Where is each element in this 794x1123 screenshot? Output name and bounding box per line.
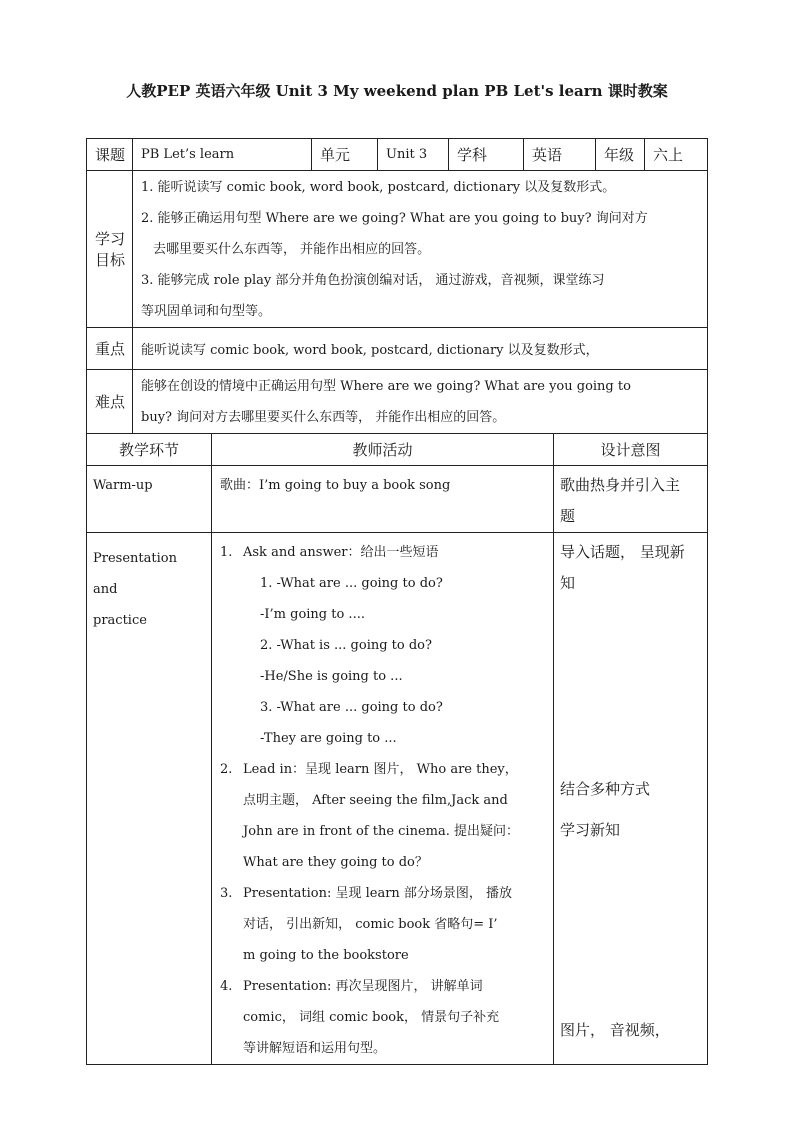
process-header-row — [87, 434, 708, 466]
step-line: Presentation: 呈现 learn 部分场景图， 播放 — [243, 886, 513, 901]
step-line: John are in front of the cinema. 提出疑问： — [243, 824, 519, 839]
header-design: 设计意图 — [554, 434, 708, 466]
warmup-stage: Warm-up — [87, 466, 212, 533]
objective-line: 3. 能够完成 role play 部分并角色扮演创编对话， 通过游戏，音视频，课堂练习 — [141, 273, 605, 288]
info-row — [87, 139, 708, 171]
key-points-row — [87, 328, 708, 370]
activity-steps — [212, 533, 553, 568]
step-line: 对话， 引出新知， comic book 省略句= I’ — [243, 917, 498, 932]
step-line: What are they going to do？ — [243, 855, 428, 870]
step-line: 等讲解短语和运用句型。 — [243, 1041, 387, 1056]
objective-line: 1. 能听说读写 comic book, word book, postcard, dictionary 以及复数形式。 — [141, 180, 616, 195]
warmup-design-line1: 歌曲热身并引入主 — [560, 476, 681, 494]
presentation-stage-line1: Presentation and — [93, 551, 177, 597]
warmup-design-line2: 题 — [560, 507, 576, 525]
activity-steps-continued — [212, 754, 553, 1064]
objective-line: 2. 能够正确运用句型 Where are we going? What are you going to buy? 询问对方 — [141, 211, 648, 226]
step-3 — [220, 878, 545, 971]
step-line: 点明主题， After seeing the film,Jack and — [243, 793, 508, 808]
design-b-line2: 学习新知 — [560, 821, 621, 839]
step-line: Presentation: 再次呈现图片， 讲解单词 — [243, 979, 483, 994]
objectives-row — [87, 171, 708, 328]
key-points-text: 能听说读写 comic book, word book, postcard, dictionary 以及复数形式， — [133, 328, 708, 370]
step-1 — [220, 537, 545, 568]
step-number: 2. — [220, 762, 233, 777]
step-4 — [220, 971, 545, 1064]
unit-label: 单元 — [312, 139, 378, 171]
dialogue-line: 3. -What are ... going to do? — [260, 700, 443, 715]
step-number: 1. — [220, 545, 233, 560]
grade-label: 年级 — [596, 139, 645, 171]
step-2 — [220, 754, 545, 878]
topic-label: 课题 — [87, 139, 133, 171]
presentation-stage — [87, 533, 212, 1065]
objectives-label — [87, 171, 133, 328]
warmup-design — [554, 466, 708, 533]
step-line: Lead in：呈现 learn 图片， Who are they， — [243, 762, 518, 777]
dialogue-line: -I’m going to .... — [260, 607, 365, 622]
key-points-label: 重点 — [87, 328, 133, 370]
header-stage: 教学环节 — [87, 434, 212, 466]
design-a-line2: 知 — [560, 574, 576, 592]
dialogue-line: -He/She is going to ... — [260, 669, 403, 684]
objectives-label-line2: 目标 — [95, 251, 126, 269]
design-a-line1: 导入话题， 呈现新 — [560, 543, 685, 561]
teaching-process-table — [86, 433, 708, 1065]
step-number: 3. — [220, 886, 233, 901]
document-title: 人教PEP 英语六年级 Unit 3 My weekend plan PB Let's learn 课时教案 — [126, 82, 668, 100]
difficulties-line2: buy? 询问对方去哪里要买什么东西等， 并能作出相应的回答。 — [141, 409, 506, 425]
difficulties-text — [133, 370, 708, 434]
step-text: Ask and answer：给出一些短语 — [243, 545, 439, 560]
difficulties-label: 难点 — [87, 370, 133, 434]
presentation-design — [554, 533, 708, 1065]
subject-value: 英语 — [524, 139, 596, 171]
lesson-info-table — [86, 138, 708, 434]
design-note-b — [560, 769, 650, 851]
dialogue-line: 2. -What is ... going to do? — [260, 638, 432, 653]
dialogue-line: 1. -What are ... going to do? — [260, 576, 443, 591]
subject-label: 学科 — [449, 139, 524, 171]
grade-value: 六上 — [645, 139, 708, 171]
difficulties-line1: 能够在创设的情境中正确运用句型 Where are we going? What are you going to — [141, 378, 631, 394]
presentation-activity — [212, 533, 554, 1065]
dialogue-line: -They are going to ... — [260, 731, 397, 746]
presentation-row — [87, 533, 708, 1065]
design-note-a — [560, 537, 701, 599]
objective-line: 等巩固单词和句型等。 — [141, 304, 272, 319]
step-line: m going to the bookstore — [243, 948, 409, 963]
objective-line: 去哪里要买什么东西等， 并能作出相应的回答。 — [153, 242, 431, 257]
warmup-row — [87, 466, 708, 533]
warmup-activity: 歌曲：I’m going to buy a book song — [212, 466, 554, 533]
header-activity: 教师活动 — [212, 434, 554, 466]
difficulties-row — [87, 370, 708, 434]
objectives-content — [133, 171, 708, 328]
step-number: 4. — [220, 979, 233, 994]
objectives-label-line1: 学习 — [95, 230, 126, 248]
topic-value: PB Let’s learn — [133, 139, 312, 171]
presentation-stage-line2: practice — [93, 613, 147, 628]
design-b-line1: 结合多种方式 — [560, 780, 651, 798]
unit-value: Unit 3 — [378, 139, 449, 171]
step-line: comic， 词组 comic book， 情景句子补充 — [243, 1010, 500, 1025]
design-note-c: 图片， 音视频， — [560, 1021, 670, 1039]
